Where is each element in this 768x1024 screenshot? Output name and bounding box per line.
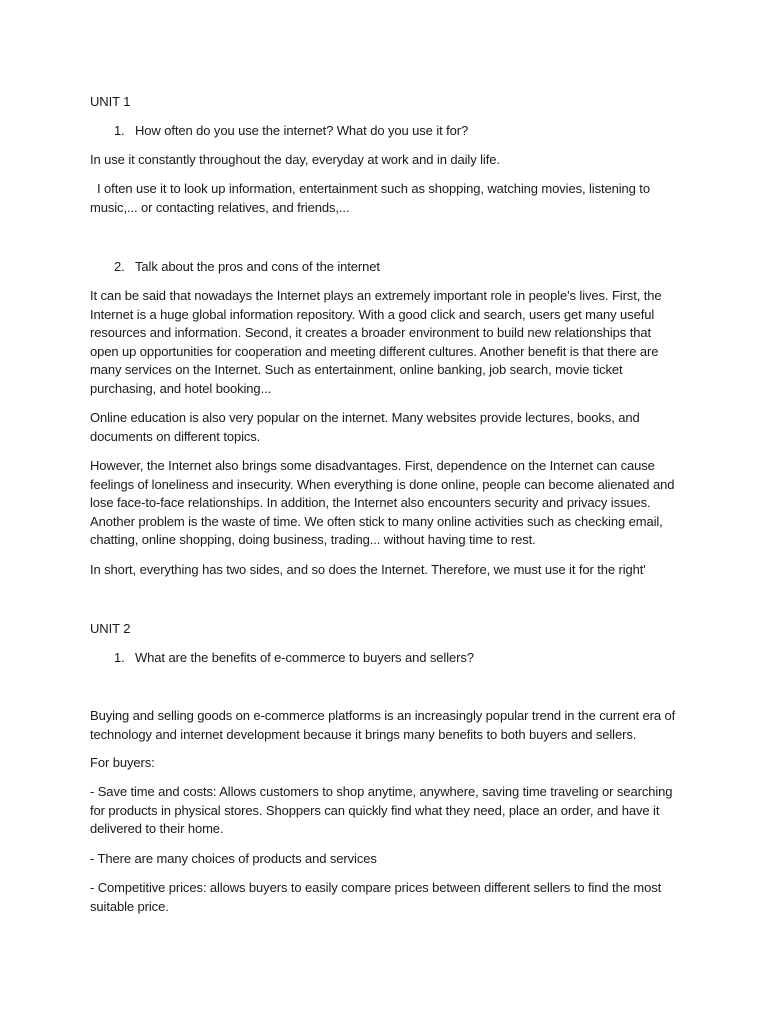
unit1-answer-1-paragraph-1: In use it constantly throughout the day, everyday at work and in daily life.	[90, 152, 500, 167]
unit2-answer-1-paragraph-3: - Save time and costs: Allows customers to shop anytime, anywhere, saving time traveling or searching for products in physical stores. Shoppers can quickly find what they need, place an order, and have it delivered to their home.	[90, 784, 673, 836]
unit1-question-1-number: 1.	[114, 123, 125, 138]
unit1-question-1-text: How often do you use the internet? What do you use it for?	[135, 123, 469, 138]
unit2-answer-1-paragraph-1: Buying and selling goods on e-commerce platforms is an increasingly popular trend in the current era of technology and internet development because it brings many benefits to both buyers and sellers.	[90, 708, 676, 742]
unit1-answer-1-paragraph-2: I often use it to look up information, entertainment such as shopping, watching movies, listening to music,... or contacting relatives, and friends,...	[90, 181, 654, 215]
unit1-question-2	[114, 258, 380, 277]
unit1-question-2-text: Talk about the pros and cons of the internet	[135, 259, 380, 274]
unit2-answer-1-paragraph-5: - Competitive prices: allows buyers to easily compare prices between different sellers to find the most suitable price.	[90, 880, 662, 914]
unit2-question-1-number: 1.	[114, 650, 125, 665]
unit2-answer-1-paragraph-4: - There are many choices of products and services	[90, 851, 377, 866]
unit1-heading: UNIT 1	[90, 94, 131, 109]
unit1-question-2-number: 2.	[114, 259, 125, 274]
unit1-question-1	[114, 122, 468, 141]
unit1-answer-2-paragraph-2: Online education is also very popular on the internet. Many websites provide lectures, books, and documents on different topics.	[90, 410, 640, 444]
unit2-heading: UNIT 2	[90, 621, 131, 636]
unit1-answer-2-paragraph-4: In short, everything has two sides, and so does the Internet. Therefore, we must use it for the right'	[90, 562, 646, 577]
unit1-answer-2-paragraph-1: It can be said that nowadays the Internet plays an extremely important role in people's lives. First, the Internet is a huge global information repository. With a good click and search, users get many useful resources and information. Second, it creates a broader environment to build new relationships that open up opportunities for cooperation and meeting different cultures. Another benefit is that there are many services on the Internet. Such as entertainment, online banking, job search, movie ticket purchasing, and hotel booking...	[90, 288, 662, 396]
unit2-question-1	[114, 649, 474, 668]
unit2-question-1-text: What are the benefits of e-commerce to buyers and sellers?	[135, 650, 474, 665]
unit2-answer-1-paragraph-2: For buyers:	[90, 755, 155, 770]
unit1-answer-2-paragraph-3: However, the Internet also brings some disadvantages. First, dependence on the Internet can cause feelings of loneliness and insecurity. When everything is done online, people can become alienated and lose face-to-face relationships. In addition, the Internet also encounters security and privacy issues. Another problem is the waste of time. We often stick to many online activities such as checking email, chatting, online shopping, doing business, trading... without having time to rest.	[90, 458, 675, 547]
